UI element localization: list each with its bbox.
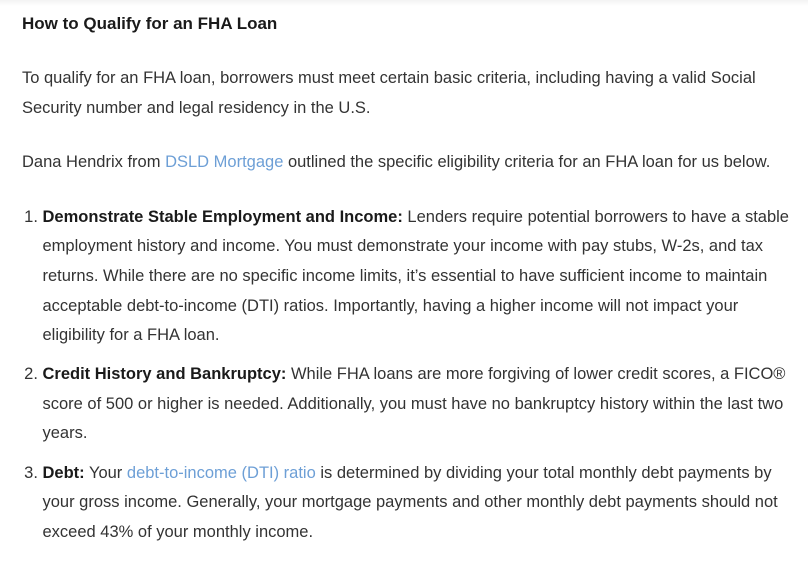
list-item-text-after: is determined by dividing your total monthly debt payments by your gross income. Generally, your mortgage payments and other monthly debt payments should not exceed 43% of your monthly income.: [42, 463, 778, 541]
dsld-mortgage-link[interactable]: DSLD Mortgage: [165, 153, 284, 172]
section-heading: How to Qualify for an FHA Loan: [22, 14, 278, 33]
article-section: [22, 8, 794, 557]
source-prefix: Dana Hendrix from: [22, 153, 166, 172]
list-item-credit: [43, 360, 795, 449]
list-item-text-before: Your: [84, 463, 127, 482]
source-suffix: outlined the specific eligibility criteria for an FHA loan for us below.: [283, 153, 771, 172]
list-item-title: Credit History and Bankruptcy:: [42, 365, 287, 384]
list-item-employment: [43, 203, 795, 351]
intro-paragraph: To qualify for an FHA loan, borrowers must meet certain basic criteria, including having a valid Social Security number and legal residency in the U.S.: [22, 69, 756, 117]
list-item-title: Debt:: [42, 463, 85, 482]
eligibility-list: [22, 203, 794, 548]
list-item-text: While FHA loans are more forgiving of lower credit scores, a FICO® score of 500 or higher is needed. Additionally, you must have no bankruptcy history within the last two years.: [42, 365, 786, 443]
list-item-title: Demonstrate Stable Employment and Income:: [42, 207, 403, 226]
top-shadow: [0, 0, 808, 6]
list-item-debt: [43, 459, 795, 548]
source-paragraph: [22, 148, 794, 178]
list-item-text: Lenders require potential borrowers to have a stable employment history and income. You must demonstrate your income with pay stubs, W-2s, and tax returns. While there are no specific income limits, it’s essential to have sufficient income to maintain acceptable debt-to-income (DTI) ratios. Importantly, having a higher income will not impact your eligibility for a FHA loan.: [42, 207, 789, 345]
dti-ratio-link[interactable]: debt-to-income (DTI) ratio: [126, 463, 316, 482]
